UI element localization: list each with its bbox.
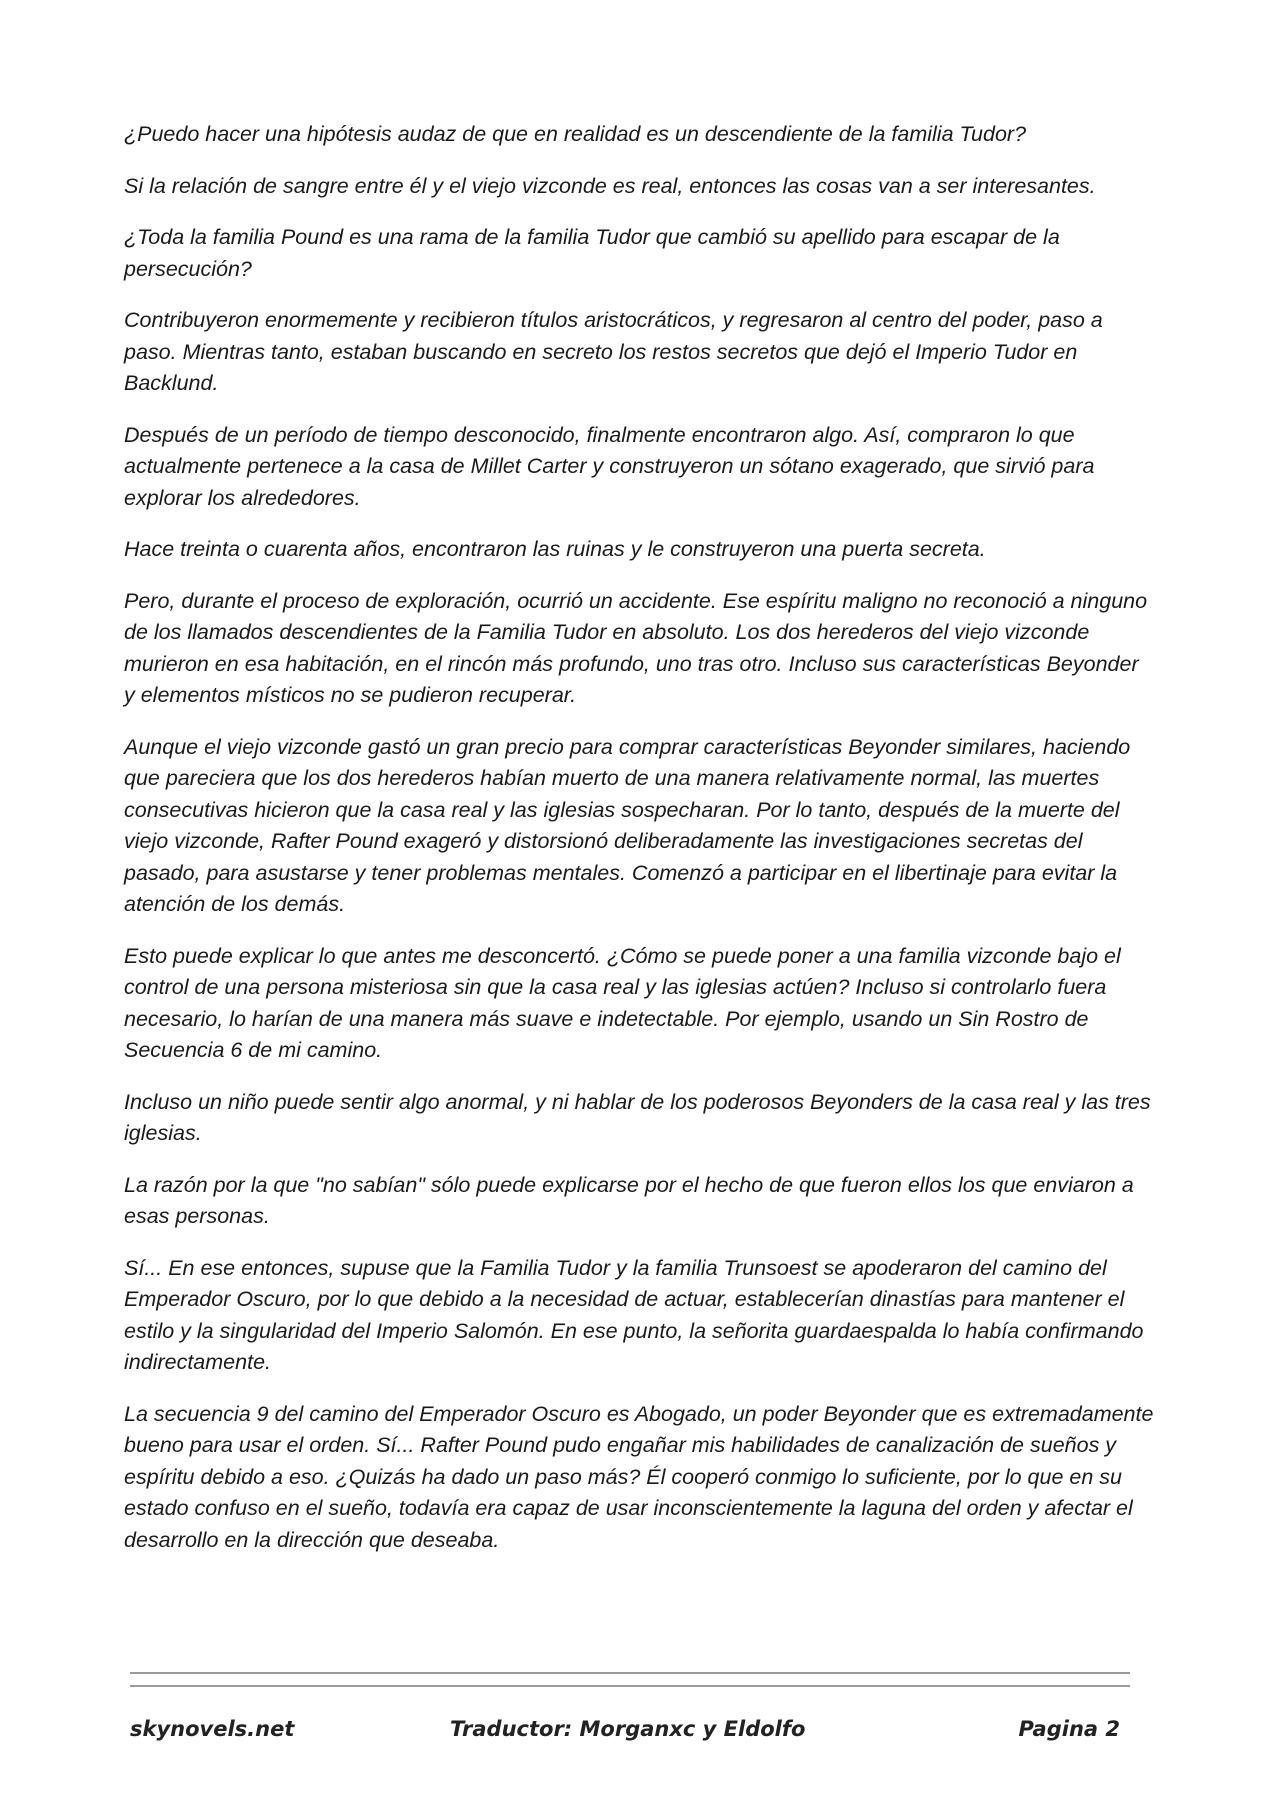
paragraph: ¿Toda la familia Pound es una rama de la familia Tudor que cambió su apellido para escapar de la persecución? bbox=[124, 225, 1060, 281]
paragraph: ¿Puedo hacer una hipótesis audaz de que en realidad es un descendiente de la familia Tudor? bbox=[124, 122, 1027, 146]
document-body bbox=[124, 119, 1154, 1576]
paragraph: La secuencia 9 del camino del Emperador Oscuro es Abogado, un poder Beyonder que es extremadamente bueno para usar el orden. Sí... Rafter Pound pudo engañar mis habilidades de canalización de sueños y espíritu debido a eso. ¿Quizás ha dado un paso más? Él cooperó conmigo lo suficiente, por lo que en su estado confuso en el sueño, todavía era capaz de usar inconscientemente la laguna del orden y afectar el desarrollo en la dirección que deseaba. bbox=[124, 1401, 1154, 1552]
paragraph: Contribuyeron enormemente y recibieron títulos aristocráticos, y regresaron al centro del poder, paso a paso. Mientras tanto, estaban buscando en secreto los restos secretos que dejó el Imperio Tudor en Backlund. bbox=[124, 308, 1103, 395]
footer-site: skynovels.net bbox=[130, 1717, 295, 1741]
paragraph: Sí... En ese entonces, supuse que la Familia Tudor y la familia Trunsoest se apoderaron del camino del Emperador Oscuro, por lo que debido a la necesidad de actuar, establecerían dinastías para mantener el estilo y la singularidad del Imperio Salomón. En ese punto, la señorita guardaespalda lo había confirmando indirectamente. bbox=[124, 1255, 1144, 1374]
paragraph: Hace treinta o cuarenta años, encontraron las ruinas y le construyeron una puerta secreta. bbox=[124, 537, 986, 561]
footer-page-number: Pagina 2 bbox=[1018, 1717, 1120, 1741]
page-footer bbox=[130, 1717, 1130, 1751]
footer-translator: Traductor: Morganxc y Eldolfo bbox=[450, 1717, 806, 1741]
paragraph: Esto puede explicar lo que antes me desconcertó. ¿Cómo se puede poner a una familia vizconde bajo el control de una persona misteriosa sin que la casa real y las iglesias actúen? Incluso si controlarlo fuera necesario, lo harían de una manera más suave e indetectable. Por ejemplo, usando un Sin Rostro de Secuencia 6 de mi camino. bbox=[124, 943, 1121, 1062]
footer-divider-top bbox=[130, 1672, 1130, 1674]
paragraph: Incluso un niño puede sentir algo anormal, y ni hablar de los poderosos Beyonders de la casa real y las tres iglesias. bbox=[124, 1089, 1151, 1145]
paragraph: Si la relación de sangre entre él y el viejo vizconde es real, entonces las cosas van a ser interesantes. bbox=[124, 173, 1096, 198]
paragraph: La razón por la que "no sabían" sólo puede explicarse por el hecho de que fueron ellos los que enviaron a esas personas. bbox=[124, 1172, 1134, 1228]
paragraph: Aunque el viejo vizconde gastó un gran precio para comprar características Beyonder similares, haciendo que pareciera que los dos herederos habían muerto de una manera relativamente normal, las muertes consecutivas hicieron que la casa real y las iglesias sospecharan. Por lo tanto, después de la muerte del viejo vizconde, Rafter Pound exageró y distorsionó deliberadamente las investigaciones secretas del pasado, para asustarse y tener problemas mentales. Comenzó a participar en el libertinaje para evitar la atención de los demás. bbox=[124, 734, 1131, 916]
paragraph: Pero, durante el proceso de exploración, ocurrió un accidente. Ese espíritu maligno no reconoció a ninguno de los llamados descendientes de la Familia Tudor en absoluto. Los dos herederos del viejo vizconde murieron en esa habitación, en el rincón más profundo, uno tras otro. Incluso sus características Beyonder y elementos místicos no se pudieron recuperar. bbox=[124, 588, 1148, 707]
footer-divider-bottom bbox=[130, 1685, 1130, 1687]
paragraph: Después de un período de tiempo desconocido, finalmente encontraron algo. Así, compraron lo que actualmente pertenece a la casa de Millet Carter y construyeron un sótano exagerado, que sirvió para explorar los alrededores. bbox=[124, 422, 1095, 510]
